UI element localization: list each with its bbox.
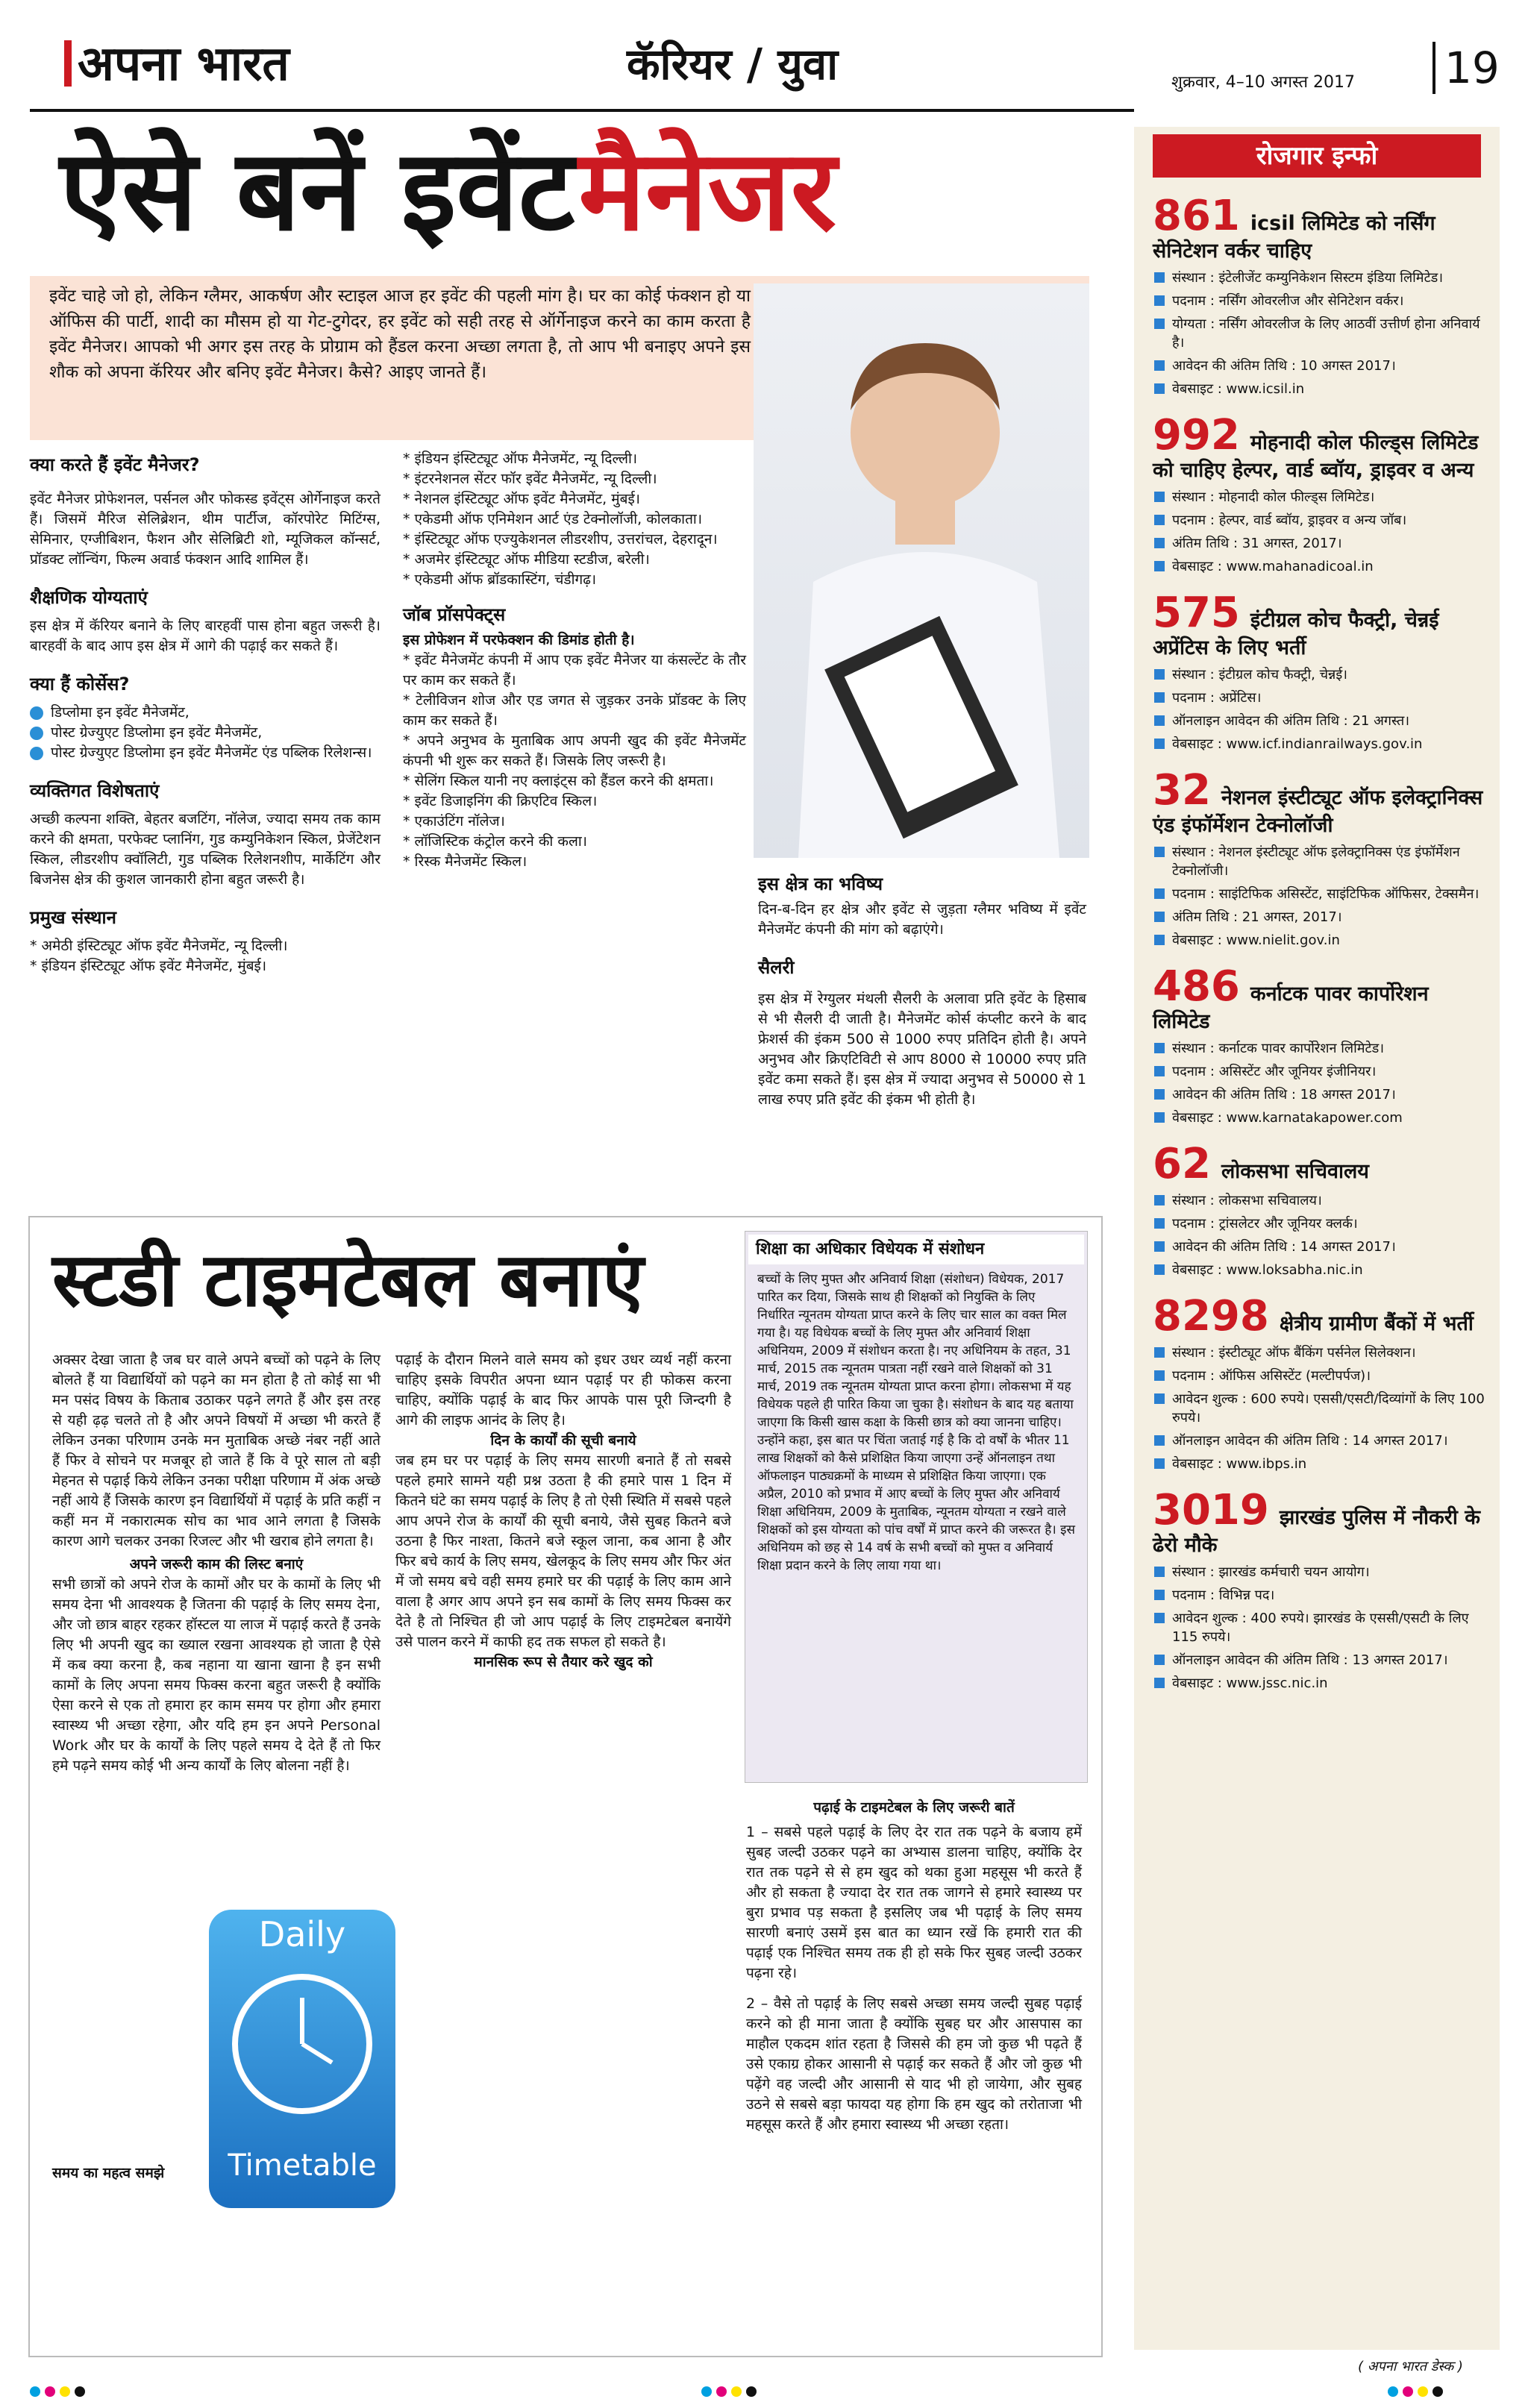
job-detail: पदनाम : अप्रेंटिस। (1153, 689, 1488, 707)
job-title: क्षेत्रीय ग्रामीण बैंकों में भर्ती (1279, 1312, 1474, 1335)
heading-daily-list: दिन के कार्यों की सूची बनाये (490, 1432, 636, 1449)
graphic-text-daily: Daily (258, 1914, 346, 1954)
colorbar-left (30, 2386, 90, 2400)
job-detail: पदनाम : असिस्टेंट और जूनियर इंजीनियर। (1153, 1062, 1488, 1081)
job-detail: वेबसाइट : www.mahanadicoal.in (1153, 557, 1488, 576)
prospect-item: * एकाउंटिंग नॉलेज। (403, 813, 505, 830)
job-count: 62 (1153, 1140, 1211, 1188)
course-item: पोस्ट ग्रेज्युएट डिप्लोमा इन इवेंट मैनेजमेंट एंड पब्लिक रिलेशन्स। (30, 743, 381, 763)
text-future: दिन-ब-दिन हर क्षेत्र और इवेंट से जुड़ता ग्लैमर भविष्य में इवेंट मैनेजमेंट कंपनी की मांग को बढ़ाएंगे। (758, 901, 1086, 938)
job-heading (1153, 194, 1488, 264)
job-detail: संस्थान : इंटेलीजेंट कम्युनिकेशन सिस्टम इंडिया लिमिटेड। (1153, 269, 1488, 287)
print-marks (30, 2384, 1498, 2402)
job-detail: वेबसाइट : www.loksabha.nic.in (1153, 1261, 1488, 1279)
job-heading (1153, 1488, 1488, 1558)
heading-courses: क्या हैं कोर्सेस? (30, 674, 130, 695)
job-item (1153, 1488, 1488, 1693)
heading-value-time: समय का महत्व समझे (52, 2165, 165, 2181)
job-detail: अंतिम तिथि : 21 अगस्त, 2017। (1153, 908, 1488, 926)
job-detail: पदनाम : ऑफिस असिस्टेंट (मल्टीपर्पज)। (1153, 1367, 1488, 1385)
institute-item: * अमेठी इंस्टिट्यूट ऑफ इवेंट मैनेजमेंट, न्यू दिल्ली। (30, 938, 288, 954)
job-detail: आवेदन शुल्क : 600 रुपये। एससी/एसटी/दिव्यांगों के लिए 100 रुपये। (1153, 1390, 1488, 1427)
job-detail: वेबसाइट : www.icsil.in (1153, 380, 1488, 398)
job-detail: वेबसाइट : www.icf.indianrailways.gov.in (1153, 735, 1488, 753)
job-item (1153, 1142, 1488, 1279)
heading-mental-prep: मानसिक रूप से तैयार करे खुद को (474, 1654, 653, 1670)
section-name: कॅरियर / युवा (627, 39, 839, 90)
study-text-intro: अक्सर देखा जाता है जब घर वाले अपने बच्चों को पढ़ने के लिए बोलते हैं या विद्यार्थियों को पढ़ने का मन होता है तो कोई सा भी मन पसंद विषय के किताब उठाकर पढ़ने लगते हैं और इस तरह से यही ढ़ढ़ चलते तो है और अपने विषयों में अच्छा भी करते हैं लेकिन उनका परिणाम उनके मन मुताबिक अच्छे नंबर नहीं आते हैं फिर वे सोचने पर मजबूर हो जाते हैं कि वे पूरे साल तो बड़ी मेहनत से पढ़ाई किये लेकिन उनका परीक्षा परिणाम में अंक अच्छे नहीं आये हैं जिसके कारण इन विद्यार्थियों में पढ़ाई के प्रति कहीं न कहीं मन में नकारात्मक सोच का भाव आने लगता है जिसके कारण आगे चलकर उनका रिजल्ट और भी खराब होने लगता है। (52, 1352, 381, 1549)
clock-icon (228, 1969, 377, 2119)
job-detail: पदनाम : ट्रांसलेटर और जूनियर क्लर्क। (1153, 1214, 1488, 1233)
job-count: 32 (1153, 766, 1211, 815)
institute-item: * इंडियन इंस्टिट्यूट ऑफ मैनेजमेंट, न्यू दिल्ली। (403, 451, 638, 467)
heading-qualification: शैक्षणिक योग्यताएं (30, 587, 148, 608)
masthead-logo-bar (64, 40, 72, 87)
job-title: झारखंड पुलिस में नौकरी के ढेरो मौके (1153, 1506, 1480, 1557)
job-detail: संस्थान : नेशनल इंस्टीट्यूट ऑफ इलेक्ट्रानिक्स एंड इंफॉर्मेशन टेक्नोलॉजी। (1153, 843, 1488, 880)
job-count: 8298 (1153, 1292, 1269, 1341)
job-heading (1153, 1294, 1488, 1339)
job-detail: संस्थान : झारखंड कर्मचारी चयन आयोग। (1153, 1563, 1488, 1581)
headline-part2: मैनेजर (578, 125, 837, 256)
heading-job-prospects: जॉब प्रॉसपेक्ट्स (403, 604, 506, 625)
heading-personal-traits: व्यक्तिगत विशेषताएं (30, 780, 160, 801)
colorbar-mid (701, 2386, 761, 2400)
jobs-list (1153, 194, 1488, 1708)
heading-institutes: प्रमुख संस्थान (30, 907, 116, 928)
tips-title: पढ़ाई के टाइमटेबल के लिए जरूरी बातें (813, 1799, 1015, 1816)
tip-1: 1 – सबसे पहले पढ़ाई के लिए देर रात तक पढ़ने के बजाय हमें सुबह जल्दी उठकर पढ़ने का अभ्यास डालना चाहिए, क्योंकि देर रात तक पढ़ने से से हम खुद को थका हुआ महसूस भी करते हैं और हो सकता है ज्यादा देर रात तक जागने से हमारे स्वास्थ्य पर बुरा प्रभाव पड़ सकता है इसलिए जब भी पढ़ाई के लिए समय सारणी बनाएं उसमें इस बात का ध्यान रखें कि हमारी रात की पढ़ाई एक निश्चित समय तक ही हो सके फिर सुबह जल्दी उठकर पढ़ना रहे। (746, 1824, 1082, 1981)
job-detail: संस्थान : मोहनादी कोल फील्ड्स लिमिटेड। (1153, 488, 1488, 507)
job-detail: पदनाम : विभिन्न पद। (1153, 1586, 1488, 1605)
job-detail: वेबसाइट : www.karnatakapower.com (1153, 1109, 1488, 1127)
study-text-daily-list: जब हम घर पर पढ़ाई के लिए समय सारणी बनाते हैं तो सबसे पहले हमारे सामने यही प्रश्न उठता है की हमारे पास 1 दिन में कितने घंटे का समय पढ़ाई के लिए है तो ऐसी स्थिति में सबसे पहले आप अपने रोज के कार्यों की सूची बनाये, जैसे सुबह कितने बजे उठना है फिर नाश्ता, कितने बजे स्कूल जाना, कब आना है और फिर बचे कार्य के लिए समय, खेलकूद के लिए समय और फिर अंत में जो समय बचे वही समय हमारे घर की पढ़ाई के लिए काम आने वाला है अगर आप अपने इन सब कामों के लिए समय फिक्स कर देते है तो निश्चित ही जो आप पढ़ाई के लिए टाइमटेबल बनायेंगे उसे पालन करने में काफी हद तक सफल हो सकते है। (395, 1452, 731, 1650)
heading-what-do: क्या करते हैं इवेंट मैनेजर? (30, 454, 200, 475)
tip-2: 2 – वैसे तो पढ़ाई के लिए सबसे अच्छा समय जल्दी सुबह पढ़ाई करने को ही माना जाता है क्योंकि सुबह घर और आसपास का माहौल एकदम शांत रहता है जिससे की हम जो कुछ भी पढ़ते हैं उसे एकाग्र होकर आसानी से पढ़ाई कर सकते हैं और जो कुछ भी पढ़ेंगे वह जल्दी और आसानी से याद भी हो जायेगा, और सुबह उठने से सबसे बड़ा फायदा यह होगा कि हम खुद को तरोताजा भी महसूस करते हैं और हमारा स्वास्थ्य भी अच्छा रहता। (746, 1995, 1082, 2133)
jobs-header: रोजगार इन्फो (1153, 134, 1481, 178)
rte-body: बच्चों के लिए मुफ्त और अनिवार्य शिक्षा (संशोधन) विधेयक, 2017 पारित कर दिया, जिसके साथ ही शिक्षकों को नियुक्ति के लिए निर्धारित न्यूनतम योग्यता प्राप्त करने के लिए चार साल का वक्त मिल गया है। यह विधेयक बच्चों के लिए मुफ्त और अनिवार्य शिक्षा अधिनियम, 2009 में संशोधन करता है। नए अधिनियम के तहत, 31 मार्च, 2015 तक न्यूनतम पात्रता नहीं रखने वाले शिक्षकों को 31 मार्च, 2019 तक न्यूनतम योग्यता प्राप्त करना होगा। लोकसभा में यह विधेयक पहले ही पारित किया जा चुका है। संशोधन के बाद यह बताया जाएगा कि किसी खास कक्षा के किसी छात्र को क्या जानना चाहिए। उन्होंने कहा, इस बात पर चिंता जताई गई है कि दो वर्षों के भीतर 11 लाख शिक्षकों को कैसे प्रशिक्षित किया जाएगा उन्हें ऑनलाइन तथा ऑफलाइन पाठ्यक्रमों के माध्यम से प्रशिक्षित किया जाएगा। एक अप्रैल, 2010 को प्रभाव में आए बच्चों के लिए मुफ्त और अनिवार्य शिक्षा अधिनियम, 2009 के मुताबिक, न्यूनतम योग्यता न रखने वाले शिक्षकों को इस योग्यता को पांच वर्षों में प्राप्त करने की जरूरत है। इस अधिनियम को छह से 14 वर्ष के सभी बच्चों को मुफ्त व अनिवार्य शिक्षा प्रदान करने के लिए लाया गया था। (757, 1272, 1075, 1573)
study-title: स्टडी टाइमटेबल बनाएं (52, 1235, 644, 1323)
text-salary: इस क्षेत्र में रेग्युलर मंथली सैलरी के अलावा प्रति इवेंट के हिसाब से भी सैलरी दी जाती है। मैनेजमेंट कोर्स कंप्लीट करने के बाद फ्रेशर्स की इंकम 500 से 1000 रुपए प्रतिदिन होती है। अपने अनुभव और क्रिएटिविटी से आप 8000 से 10000 रुपए प्रति इवेंट कमा सकते हैं। इस क्षेत्र में ज्यादा अनुभव से 50000 से 1 लाख रुपए प्रति इवेंट की इंकम भी होती है। (758, 991, 1087, 1108)
job-detail: संस्थान : लोकसभा सचिवालय। (1153, 1191, 1488, 1210)
job-detail: ऑनलाइन आवेदन की अंतिम तिथि : 21 अगस्त। (1153, 712, 1488, 730)
job-item (1153, 413, 1488, 576)
colorbar-right (1388, 2386, 1447, 2400)
job-prospects-sub: इस प्रोफेशन में परफेक्शन की डिमांड होती है। (403, 632, 635, 648)
job-item (1153, 591, 1488, 753)
job-detail: वेबसाइट : www.jssc.nic.in (1153, 1674, 1488, 1693)
paper-name: अपना भारत (78, 36, 289, 92)
event-manager-photo (754, 283, 1089, 858)
job-count: 3019 (1153, 1486, 1269, 1534)
job-detail: आवेदन की अंतिम तिथि : 14 अगस्त 2017। (1153, 1238, 1488, 1256)
job-item (1153, 962, 1488, 1127)
job-detail: पदनाम : साइंटिफिक असिस्टेंट, साइंटिफिक ऑफिसर, टेक्समैन। (1153, 885, 1488, 903)
graphic-text-timetable: Timetable (228, 2148, 377, 2183)
headline-part1: ऐसे बनें इवेंट (60, 125, 575, 256)
page-number: 19 (1444, 43, 1500, 93)
text-personal-traits: अच्छी कल्पना शक्ति, बेहतर बजटिंग, नॉलेज, ज्यादा समय तक काम करने की क्षमता, परफेक्ट प्लानिंग, गुड कम्युनिकेशन स्किल, प्रेजेंटेशन स्किल, लीडरशीप क्वॉलिटी, गुड पब्लिक रिलेशनशीप, मार्केटिंग और बिजनेस क्षेत्र की कुशल जानकारी होना बहुत जरूरी है। (30, 811, 381, 888)
job-detail: वेबसाइट : www.nielit.gov.in (1153, 931, 1488, 950)
rte-title: शिक्षा का अधिकार विधेयक में संशोधन (748, 1235, 1084, 1264)
masthead (30, 15, 1498, 112)
job-heading (1153, 1142, 1488, 1187)
job-item (1153, 768, 1488, 950)
study-text-work-list: सभी छात्रों को अपने रोज के कामों और घर के कामों के लिए भी समय देना भी आवश्यक है जितना की पढ़ाई के लिए समय देना, और जो छात्र बाहर रहकर हॉस्टल या लाज में पढ़ाई करते हैं उनके लिए भी अपनी खुद का ख्याल रखना आवश्यक हो जाता है ऐसे में कब क्या करना है, कब नहाना या खाना खाना है इन सभी कामों के लिए अपना समय फिक्स करना बहुत जरूरी है क्योंकि ऐसा करने से एक तो हमारा हर काम समय पर होगा और हमारा स्वास्थ्य भी अच्छा रहेगा, और यदि हम इन अपने Personal Work और घर के कार्यों के लिए पहले समय दे देते हैं तो फिर हमे पढ़ने समय कोई भी अन्य कार्यों के लिए बोलना नहीं है। (52, 1576, 381, 1774)
col1 (30, 454, 381, 976)
job-title: icsil लिमिटेड को नर्सिंग सेनिटेशन वर्कर चाहिए (1153, 212, 1435, 263)
job-detail: आवेदन शुल्क : 400 रुपये। झारखंड के एससी/एसटी के लिए 115 रुपये। (1153, 1609, 1488, 1646)
headline (60, 116, 836, 265)
job-detail: संस्थान : इंस्टीट्यूट ऑफ बैंकिंग पर्सनेल सिलेक्शन। (1153, 1343, 1488, 1362)
job-title: नेशनल इंस्टीट्यूट ऑफ इलेक्ट्रानिक्स एंड इंफॉर्मेशन टेक्नोलॉजी (1153, 786, 1483, 837)
job-detail: ऑनलाइन आवेदन की अंतिम तिथि : 14 अगस्त 2017। (1153, 1432, 1488, 1450)
heading-salary: सैलरी (758, 957, 795, 978)
job-detail: ऑनलाइन आवेदन की अंतिम तिथि : 13 अगस्त 2017। (1153, 1651, 1488, 1669)
study-col1 (52, 1350, 381, 1776)
institute-item: * इंडियन इंस्टिट्यूट ऑफ इवेंट मैनेजमेंट, मुंबई। (30, 958, 267, 974)
col3 (758, 873, 1086, 1110)
job-detail: संस्थान : इंटीग्रल कोच फैक्ट्री, चेन्नई। (1153, 665, 1488, 684)
prospect-item: * रिस्क मैनेजमेंट स्किल। (403, 853, 527, 870)
job-count: 575 (1153, 589, 1240, 637)
jobs-credit: ( अपना भारत डेस्क ) (1358, 2359, 1463, 2374)
heading-future: इस क्षेत्र का भविष्य (758, 874, 883, 894)
job-title: लोकसभा सचिवालय (1221, 1160, 1369, 1183)
job-title: मोहनादी कोल फील्ड्स लिमिटेड को चाहिए हेल्पर, वार्ड ब्वॉय, ड्राइवर व अन्य (1153, 431, 1479, 482)
institute-item: * इंस्टिट्यूट ऑफ एज्युकेशनल लीडरशीप, उत्तरांचल, देहरादून। (403, 531, 718, 548)
heading-work-list: अपने जरूरी काम की लिस्ट बनाएं (129, 1556, 304, 1573)
job-heading (1153, 768, 1488, 838)
job-heading (1153, 413, 1488, 483)
job-heading (1153, 591, 1488, 661)
job-detail: आवेदन की अंतिम तिथि : 18 अगस्त 2017। (1153, 1085, 1488, 1104)
job-detail: वेबसाइट : www.ibps.in (1153, 1455, 1488, 1473)
job-detail: आवेदन की अंतिम तिथि : 10 अगस्त 2017। (1153, 357, 1488, 375)
course-item: पोस्ट ग्रेज्युएट डिप्लोमा इन इवेंट मैनेजमेंट, (30, 723, 381, 743)
institute-item: * एकेडमी ऑफ ब्रॉडकास्टिंग, चंडीगढ़। (403, 571, 597, 588)
job-detail: पदनाम : हेल्पर, वार्ड ब्वॉय, ड्राइवर व अन्य जॉब। (1153, 511, 1488, 530)
text-qualification: इस क्षेत्र में कॅरियर बनाने के लिए बारहवीं पास होना बहुत जरूरी है। बारहवीं के बाद आप इस क्षेत्र में आगे की पढ़ाई कर सकते हैं। (30, 618, 381, 654)
job-title: इंटीग्रल कोच फैक्ट्री, चेन्नई अप्रेंटिस के लिए भर्ती (1153, 609, 1439, 659)
text-what-do: इवेंट मैनेजर प्रोफेशनल, पर्सनल और फोकस्ड इवेंट्स ओर्गेनाइज करते हैं। जिसमें मैरिज सेलिब्रेशन, थीम पार्टीज, कॉरपोरेट मिटिंग्स, सेमिनार, एग्जीबिशन, फैशन और सेलिब्रिटी शो, म्यूजिकल कॉन्सर्ट, प्रॉडक्ट लॉन्चिंग, फिल्म अवार्ड फंक्शन आदि शामिल हैं। (30, 491, 381, 568)
tips-block (746, 1798, 1082, 2135)
study-col1-bottom (52, 2163, 381, 2183)
job-detail: पदनाम : नर्सिंग ओवरलीज और सेनिटेशन वर्कर। (1153, 292, 1488, 310)
prospect-item: * इवेंट डिजाइनिंग की क्रिएटिव स्किल। (403, 793, 598, 809)
job-heading (1153, 962, 1488, 1035)
job-count: 486 (1153, 962, 1240, 1011)
course-item: डिप्लोमा इन इवेंट मैनेजमेंट, (30, 703, 381, 723)
prospect-item: * सेलिंग स्किल यानी नए क्लाइंट्स को हैंडल करने की क्षमता। (403, 773, 714, 789)
job-item (1153, 1294, 1488, 1473)
prospect-item: * लॉजिस्टिक कंट्रोल करने की कला। (403, 833, 587, 850)
prospect-item: * अपने अनुभव के मुताबिक आप अपनी खुद की इवेंट मैनेजमेंट कंपनी भी शुरू कर सकते हैं। जिसके लिए जरूरी है। (403, 733, 746, 769)
institute-item: * अजमेर इंस्टिट्यूट ऑफ मीडिया स्टडीज, बरेली। (403, 551, 650, 568)
prospect-item: * इवेंट मैनेजमेंट कंपनी में आप एक इवेंट मैनेजर या कंसल्टेंट के तौर पर काम कर सकते हैं। (403, 652, 746, 689)
job-item (1153, 194, 1488, 398)
institute-item: * नेशनल इंस्टिट्यूट ऑफ इवेंट मैनेजमेंट, मुंबई। (403, 491, 640, 507)
page-divider (1432, 42, 1435, 94)
institute-item: * एकेडमी ऑफ एनिमेशन आर्ट एंड टेक्नोलॉजी, कोलकाता। (403, 511, 703, 527)
study-text-focus: पढ़ाई के दौरान मिलने वाले समय को इधर उधर व्यर्थ नहीं करना चाहिए इसके विपरीत अपना ध्यान पढ़ाई पर ही फोकस करना चाहिए, क्योंकि पढ़ाई के बाद फिर आपके पास पूरी जिन्दगी है आगे की लाइफ आनंद के लिए है। (395, 1352, 731, 1429)
issue-date: शुक्रवार, 4–10 अगस्त 2017 (1171, 73, 1356, 92)
job-detail: अंतिम तिथि : 31 अगस्त, 2017। (1153, 534, 1488, 553)
col2 (403, 449, 746, 872)
job-count: 992 (1153, 411, 1240, 460)
job-detail: योग्यता : नर्सिंग ओवरलीज के लिए आठवीं उत्तीर्ण होना अनिवार्य है। (1153, 315, 1488, 352)
job-title: कर्नाटक पावर कार्पोरेशन लिमिटेड (1153, 982, 1429, 1033)
rte-box (745, 1231, 1088, 1783)
job-detail: संस्थान : कर्नाटक पावर कार्पोरेशन लिमिटेड। (1153, 1039, 1488, 1058)
job-count: 861 (1153, 192, 1240, 240)
intro-text: इवेंट चाहे जो हो, लेकिन ग्लैमर, आकर्षण और स्टाइल आज हर इवेंट की पहली मांग है। घर का कोई फंक्शन हो या ऑफिस की पार्टी, शादी का मौसम हो या गेट-टुगेदर, हर इवेंट को सही तरह से ऑर्गेनाइज करने का काम करता है इवेंट मैनेजर। आपको भी अगर इस तरह के प्रोग्राम को हैंडल करना अच्छा लगता है, तो आप भी बनाइए अपने इस शौक को अपना कॅरियर और बनिए इवेंट मैनेजर। कैसे? आइए जानते हैं। (49, 286, 751, 382)
study-col2 (395, 1350, 731, 1672)
masthead-rule (30, 109, 1134, 112)
prospect-item: * टेलीविजन शोज और एड जगत से जुड़कर उनके प्रॉडक्ट के लिए काम कर सकते हैं। (403, 692, 746, 729)
institute-item: * इंटरनेशनल सेंटर फॉर इवेंट मैनेजमेंट, न्यू दिल्ली। (403, 471, 657, 487)
